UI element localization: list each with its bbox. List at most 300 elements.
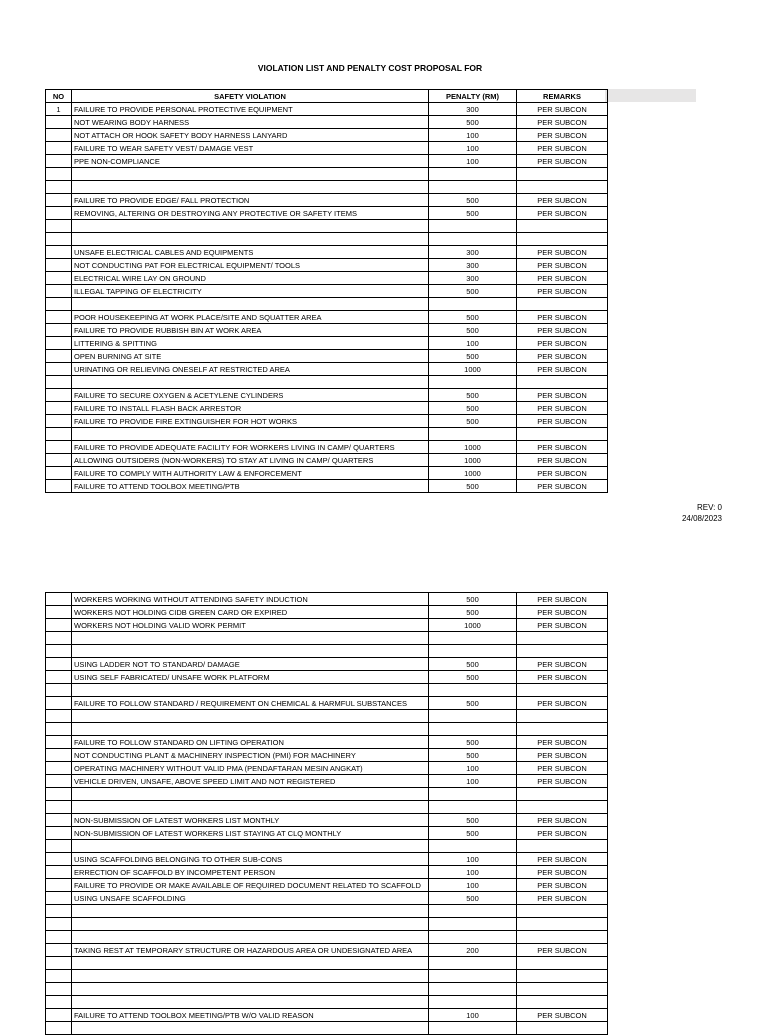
penalty-cell (429, 710, 517, 723)
penalty-cell: 500 (429, 116, 517, 129)
table-row (46, 736, 608, 749)
row-number (46, 905, 72, 918)
remarks-cell: PER SUBCON (517, 415, 608, 428)
penalty-cell: 1000 (429, 454, 517, 467)
row-number (46, 710, 72, 723)
row-number: 1 (46, 103, 72, 116)
penalty-cell: 500 (429, 671, 517, 684)
penalty-cell: 500 (429, 285, 517, 298)
penalty-cell: 500 (429, 736, 517, 749)
row-number (46, 402, 72, 415)
penalty-cell (429, 931, 517, 944)
table-row (46, 1009, 608, 1022)
row-number (46, 441, 72, 454)
row-number (46, 866, 72, 879)
violation-cell (72, 684, 429, 697)
table-row (46, 775, 608, 788)
penalty-cell: 500 (429, 593, 517, 606)
penalty-cell (429, 233, 517, 246)
row-number (46, 1022, 72, 1035)
row-number (46, 298, 72, 311)
violation-table-1 (45, 89, 608, 493)
remarks-cell (517, 905, 608, 918)
violation-cell: FAILURE TO FOLLOW STANDARD ON LIFTING OPERATION (72, 736, 429, 749)
violation-cell (72, 840, 429, 853)
penalty-cell (429, 957, 517, 970)
penalty-cell (429, 788, 517, 801)
row-number (46, 983, 72, 996)
penalty-cell (429, 632, 517, 645)
violation-cell (72, 970, 429, 983)
violation-cell: FAILURE TO PROVIDE EDGE/ FALL PROTECTION (72, 194, 429, 207)
violation-cell: USING SCAFFOLDING BELONGING TO OTHER SUB-CONS (72, 853, 429, 866)
penalty-cell: 500 (429, 480, 517, 493)
table-row (46, 983, 608, 996)
remarks-cell: PER SUBCON (517, 606, 608, 619)
violation-cell (72, 181, 429, 194)
remarks-cell: PER SUBCON (517, 272, 608, 285)
row-number (46, 879, 72, 892)
penalty-cell: 500 (429, 389, 517, 402)
penalty-cell: 100 (429, 879, 517, 892)
remarks-cell: PER SUBCON (517, 142, 608, 155)
penalty-cell: 100 (429, 853, 517, 866)
row-number (46, 181, 72, 194)
penalty-cell (429, 181, 517, 194)
table-row (46, 246, 608, 259)
row-number (46, 246, 72, 259)
table-row (46, 350, 608, 363)
document-title: VIOLATION LIST AND PENALTY COST PROPOSAL FOR (257, 63, 483, 73)
violation-table-2 (45, 592, 608, 1035)
violation-cell: USING LADDER NOT TO STANDARD/ DAMAGE (72, 658, 429, 671)
table-row (46, 129, 608, 142)
penalty-cell: 100 (429, 762, 517, 775)
violation-cell: FAILURE TO WEAR SAFETY VEST/ DAMAGE VEST (72, 142, 429, 155)
row-number (46, 142, 72, 155)
remarks-cell: PER SUBCON (517, 879, 608, 892)
table-row (46, 415, 608, 428)
table-row (46, 996, 608, 1009)
table-row (46, 658, 608, 671)
row-number (46, 389, 72, 402)
table-row (46, 324, 608, 337)
remarks-cell: PER SUBCON (517, 1009, 608, 1022)
penalty-cell: 1000 (429, 467, 517, 480)
violation-cell: FAILURE TO PROVIDE FIRE EXTINGUISHER FOR HOT WORKS (72, 415, 429, 428)
row-number (46, 129, 72, 142)
remarks-cell (517, 220, 608, 233)
table-row (46, 194, 608, 207)
remarks-cell (517, 181, 608, 194)
penalty-cell: 500 (429, 749, 517, 762)
violation-cell: FAILURE TO PROVIDE OR MAKE AVAILABLE OF REQUIRED DOCUMENT RELATED TO SCAFFOLD (72, 879, 429, 892)
row-number (46, 671, 72, 684)
row-number (46, 606, 72, 619)
row-number (46, 970, 72, 983)
violation-cell (72, 710, 429, 723)
row-number (46, 697, 72, 710)
remarks-cell: PER SUBCON (517, 324, 608, 337)
violation-cell: WORKERS NOT HOLDING VALID WORK PERMIT (72, 619, 429, 632)
remarks-cell (517, 931, 608, 944)
table-row (46, 298, 608, 311)
table-row (46, 103, 608, 116)
table-row (46, 801, 608, 814)
remarks-cell: PER SUBCON (517, 363, 608, 376)
table-row (46, 879, 608, 892)
penalty-cell (429, 983, 517, 996)
penalty-cell: 1000 (429, 441, 517, 454)
remarks-cell (517, 632, 608, 645)
row-number (46, 415, 72, 428)
penalty-cell: 500 (429, 311, 517, 324)
row-number (46, 931, 72, 944)
violation-cell: FAILURE TO ATTEND TOOLBOX MEETING/PTB W/O VALID REASON (72, 1009, 429, 1022)
table-row (46, 749, 608, 762)
table-row (46, 259, 608, 272)
remarks-cell: PER SUBCON (517, 853, 608, 866)
penalty-cell: 200 (429, 944, 517, 957)
penalty-cell: 500 (429, 697, 517, 710)
row-number (46, 736, 72, 749)
table-row (46, 931, 608, 944)
remarks-cell (517, 723, 608, 736)
row-number (46, 775, 72, 788)
row-number (46, 658, 72, 671)
violation-cell: NOT CONDUCTING PLANT & MACHINERY INSPECTION (PMI) FOR MACHINERY (72, 749, 429, 762)
table-row (46, 606, 608, 619)
violation-cell (72, 996, 429, 1009)
row-number (46, 428, 72, 441)
remarks-cell (517, 1022, 608, 1035)
penalty-cell (429, 376, 517, 389)
remarks-cell (517, 428, 608, 441)
header-no: NO (46, 90, 72, 103)
penalty-cell (429, 723, 517, 736)
row-number (46, 285, 72, 298)
row-number (46, 632, 72, 645)
table-row (46, 762, 608, 775)
remarks-cell: PER SUBCON (517, 285, 608, 298)
row-number (46, 957, 72, 970)
penalty-cell: 100 (429, 142, 517, 155)
remarks-cell: PER SUBCON (517, 593, 608, 606)
table-row (46, 376, 608, 389)
violation-cell (72, 632, 429, 645)
violation-cell: REMOVING, ALTERING OR DESTROYING ANY PROTECTIVE OR SAFETY ITEMS (72, 207, 429, 220)
remarks-cell: PER SUBCON (517, 827, 608, 840)
penalty-cell (429, 996, 517, 1009)
violation-cell: FAILURE TO COMPLY WITH AUTHORITY LAW & ENFORCEMENT (72, 467, 429, 480)
row-number (46, 723, 72, 736)
table-row (46, 710, 608, 723)
table-row (46, 918, 608, 931)
table-row (46, 827, 608, 840)
table-row (46, 467, 608, 480)
remarks-cell: PER SUBCON (517, 658, 608, 671)
penalty-cell: 100 (429, 775, 517, 788)
violation-cell (72, 645, 429, 658)
penalty-cell: 500 (429, 402, 517, 415)
row-number (46, 593, 72, 606)
remarks-cell: PER SUBCON (517, 116, 608, 129)
remarks-cell (517, 918, 608, 931)
violation-cell (72, 931, 429, 944)
table-row (46, 207, 608, 220)
violation-cell: NOT WEARING BODY HARNESS (72, 116, 429, 129)
penalty-cell: 500 (429, 658, 517, 671)
violation-cell: WORKERS WORKING WITHOUT ATTENDING SAFETY INDUCTION (72, 593, 429, 606)
penalty-cell: 300 (429, 272, 517, 285)
violation-cell: FAILURE TO PROVIDE ADEQUATE FACILITY FOR WORKERS LIVING IN CAMP/ QUARTERS (72, 441, 429, 454)
table-2-body (46, 593, 608, 1035)
violation-cell (72, 376, 429, 389)
row-number (46, 619, 72, 632)
penalty-cell (429, 298, 517, 311)
table-row (46, 970, 608, 983)
row-number (46, 311, 72, 324)
table-row (46, 645, 608, 658)
violation-cell: UNSAFE ELECTRICAL CABLES AND EQUIPMENTS (72, 246, 429, 259)
header-safety-violation: SAFETY VIOLATION (72, 90, 429, 103)
remarks-cell: PER SUBCON (517, 402, 608, 415)
table-row (46, 944, 608, 957)
table-row (46, 116, 608, 129)
penalty-cell: 1000 (429, 619, 517, 632)
penalty-cell: 500 (429, 814, 517, 827)
table-row (46, 441, 608, 454)
penalty-cell (429, 428, 517, 441)
row-number (46, 749, 72, 762)
remarks-cell: PER SUBCON (517, 246, 608, 259)
table-row (46, 788, 608, 801)
table-row (46, 337, 608, 350)
table-row (46, 671, 608, 684)
penalty-cell (429, 645, 517, 658)
remarks-cell: PER SUBCON (517, 441, 608, 454)
remarks-cell (517, 645, 608, 658)
table-row (46, 480, 608, 493)
revision-date: 24/08/2023 (681, 514, 722, 523)
violation-cell: NOT CONDUCTING PAT FOR ELECTRICAL EQUIPMENT/ TOOLS (72, 259, 429, 272)
table-row (46, 853, 608, 866)
remarks-cell: PER SUBCON (517, 259, 608, 272)
violation-cell: FAILURE TO PROVIDE RUBBISH BIN AT WORK AREA (72, 324, 429, 337)
table-row (46, 168, 608, 181)
penalty-cell (429, 970, 517, 983)
table-row (46, 454, 608, 467)
violation-cell (72, 788, 429, 801)
row-number (46, 259, 72, 272)
violation-cell: ERRECTION OF SCAFFOLD BY INCOMPETENT PERSON (72, 866, 429, 879)
remarks-cell: PER SUBCON (517, 311, 608, 324)
penalty-cell: 500 (429, 207, 517, 220)
violation-cell: PPE NON-COMPLIANCE (72, 155, 429, 168)
penalty-cell: 300 (429, 103, 517, 116)
row-number (46, 168, 72, 181)
penalty-cell: 500 (429, 606, 517, 619)
penalty-cell: 1000 (429, 363, 517, 376)
row-number (46, 827, 72, 840)
row-number (46, 684, 72, 697)
penalty-cell: 500 (429, 892, 517, 905)
violation-cell (72, 801, 429, 814)
row-number (46, 337, 72, 350)
remarks-cell: PER SUBCON (517, 129, 608, 142)
remarks-cell (517, 233, 608, 246)
remarks-cell: PER SUBCON (517, 350, 608, 363)
row-number (46, 840, 72, 853)
table-row (46, 428, 608, 441)
violation-cell (72, 298, 429, 311)
table-row (46, 814, 608, 827)
table-header-row (46, 90, 608, 103)
violation-cell: FAILURE TO FOLLOW STANDARD / REQUIREMENT ON CHEMICAL & HARMFUL SUBSTANCES (72, 697, 429, 710)
table-row (46, 697, 608, 710)
remarks-cell (517, 840, 608, 853)
row-number (46, 207, 72, 220)
header-shaded-cell (605, 89, 696, 102)
table-row (46, 155, 608, 168)
violation-cell: ALLOWING OUTSIDERS (NON-WORKERS) TO STAY AT LIVING IN CAMP/ QUARTERS (72, 454, 429, 467)
violation-cell (72, 168, 429, 181)
row-number (46, 116, 72, 129)
row-number (46, 350, 72, 363)
table-row (46, 892, 608, 905)
violation-cell: ILLEGAL TAPPING OF ELECTRICITY (72, 285, 429, 298)
violation-cell: POOR HOUSEKEEPING AT WORK PLACE/SITE AND SQUATTER AREA (72, 311, 429, 324)
row-number (46, 918, 72, 931)
row-number (46, 363, 72, 376)
table-row (46, 684, 608, 697)
violation-cell (72, 983, 429, 996)
penalty-cell: 300 (429, 259, 517, 272)
table-row (46, 905, 608, 918)
header-remarks: REMARKS (517, 90, 608, 103)
violation-cell (72, 428, 429, 441)
penalty-cell (429, 1022, 517, 1035)
penalty-cell: 500 (429, 350, 517, 363)
remarks-cell: PER SUBCON (517, 480, 608, 493)
row-number (46, 155, 72, 168)
penalty-cell: 100 (429, 337, 517, 350)
violation-cell: OPERATING MACHINERY WITHOUT VALID PMA (PENDAFTARAN MESIN ANGKAT) (72, 762, 429, 775)
remarks-cell (517, 710, 608, 723)
row-number (46, 467, 72, 480)
remarks-cell: PER SUBCON (517, 944, 608, 957)
penalty-cell: 500 (429, 415, 517, 428)
table-row (46, 593, 608, 606)
row-number (46, 233, 72, 246)
violation-cell: NOT ATTACH OR HOOK SAFETY BODY HARNESS LANYARD (72, 129, 429, 142)
row-number (46, 645, 72, 658)
table-row (46, 233, 608, 246)
violation-cell: NON-SUBMISSION OF LATEST WORKERS LIST MONTHLY (72, 814, 429, 827)
remarks-cell: PER SUBCON (517, 892, 608, 905)
penalty-cell: 100 (429, 155, 517, 168)
penalty-cell (429, 840, 517, 853)
row-number (46, 944, 72, 957)
remarks-cell: PER SUBCON (517, 337, 608, 350)
penalty-cell: 100 (429, 1009, 517, 1022)
row-number (46, 376, 72, 389)
table-row (46, 402, 608, 415)
penalty-cell (429, 220, 517, 233)
remarks-cell: PER SUBCON (517, 775, 608, 788)
table-row (46, 866, 608, 879)
remarks-cell (517, 801, 608, 814)
remarks-cell: PER SUBCON (517, 467, 608, 480)
row-number (46, 480, 72, 493)
table-row (46, 220, 608, 233)
table-1-body (46, 103, 608, 493)
penalty-cell (429, 905, 517, 918)
remarks-cell: PER SUBCON (517, 619, 608, 632)
row-number (46, 1009, 72, 1022)
table-row (46, 619, 608, 632)
violation-cell: FAILURE TO INSTALL FLASH BACK ARRESTOR (72, 402, 429, 415)
row-number (46, 801, 72, 814)
violation-cell: URINATING OR RELIEVING ONESELF AT RESTRICTED AREA (72, 363, 429, 376)
violation-cell: FAILURE TO PROVIDE PERSONAL PROTECTIVE EQUIPMENT (72, 103, 429, 116)
violation-cell (72, 220, 429, 233)
table-row (46, 363, 608, 376)
remarks-cell: PER SUBCON (517, 454, 608, 467)
header-penalty: PENALTY (RM) (429, 90, 517, 103)
remarks-cell: PER SUBCON (517, 671, 608, 684)
row-number (46, 892, 72, 905)
violation-cell: VEHICLE DRIVEN, UNSAFE, ABOVE SPEED LIMIT AND NOT REGISTERED (72, 775, 429, 788)
table-row (46, 142, 608, 155)
table-row (46, 285, 608, 298)
table-row (46, 840, 608, 853)
row-number (46, 762, 72, 775)
penalty-cell: 300 (429, 246, 517, 259)
violation-cell: FAILURE TO SECURE OXYGEN & ACETYLENE CYLINDERS (72, 389, 429, 402)
remarks-cell: PER SUBCON (517, 155, 608, 168)
remarks-cell: PER SUBCON (517, 389, 608, 402)
violation-cell: LITTERING & SPITTING (72, 337, 429, 350)
violation-cell (72, 905, 429, 918)
violation-cell: TAKING REST AT TEMPORARY STRUCTURE OR HAZARDOUS AREA OR UNDESIGNATED AREA (72, 944, 429, 957)
table-row (46, 272, 608, 285)
violation-cell: NON-SUBMISSION OF LATEST WORKERS LIST STAYING AT CLQ MONTHLY (72, 827, 429, 840)
violation-cell: OPEN BURNING AT SITE (72, 350, 429, 363)
violation-cell (72, 723, 429, 736)
remarks-cell: PER SUBCON (517, 194, 608, 207)
row-number (46, 814, 72, 827)
remarks-cell: PER SUBCON (517, 207, 608, 220)
remarks-cell: PER SUBCON (517, 697, 608, 710)
remarks-cell (517, 168, 608, 181)
penalty-cell (429, 918, 517, 931)
row-number (46, 788, 72, 801)
remarks-cell: PER SUBCON (517, 762, 608, 775)
violation-cell (72, 233, 429, 246)
table-row (46, 181, 608, 194)
violation-cell: FAILURE TO ATTEND TOOLBOX MEETING/PTB (72, 480, 429, 493)
violation-cell (72, 957, 429, 970)
remarks-cell (517, 983, 608, 996)
remarks-cell (517, 376, 608, 389)
violation-cell: WORKERS NOT HOLDING CIDB GREEN CARD OR EXPIRED (72, 606, 429, 619)
penalty-cell: 100 (429, 129, 517, 142)
remarks-cell (517, 298, 608, 311)
table-row (46, 632, 608, 645)
table-row (46, 389, 608, 402)
remarks-cell (517, 970, 608, 983)
